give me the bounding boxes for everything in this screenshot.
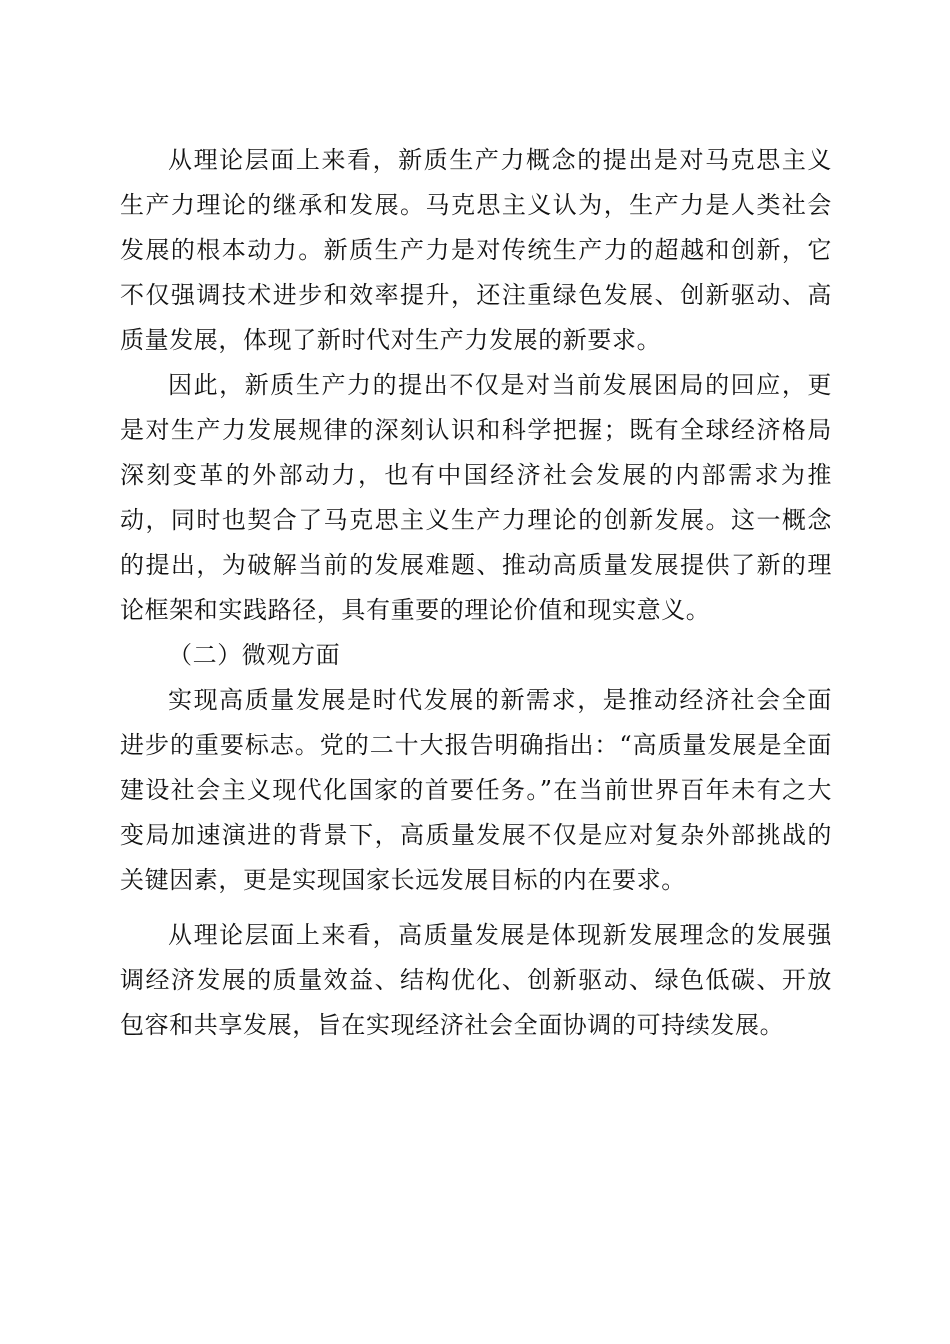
paragraph-theory-high-quality: 从理论层面上来看，高质量发展是体现新发展理念的发展强调经济发展的质量效益、结构优化、创新驱动、绿色低碳、开放包容和共享发展，旨在实现经济社会全面协调的可持续发展。: [120, 921, 832, 1039]
paragraph-therefore: 因此，新质生产力的提出不仅是对当前发展困局的回应，更是对生产力发展规律的深刻认识和科学把握；既有全球经济格局深刻变革的外部动力，也有中国经济社会发展的内部需求为推动，同时也契合了马克思主义生产力理论的创新发展。这一概念的提出，为破解当前的发展难题、推动高质量发展提供了新的理论框架和实践路径，具有重要的理论价值和现实意义。: [120, 371, 832, 624]
section-heading-micro: （二）微观方面: [168, 641, 341, 669]
paragraph-high-quality-development: 实现高质量发展是时代发展的新需求，是推动经济社会全面进步的重要标志。党的二十大报告明确指出：“高质量发展是全面建设社会主义现代化国家的首要任务。”在当前世界百年未有之大变局加速演进的背景下，高质量发展不仅是应对复杂外部挑战的关键因素，更是实现国家长远发展目标的内在要求。: [120, 686, 832, 894]
paragraph-theory-new-productivity: 从理论层面上来看，新质生产力概念的提出是对马克思主义生产力理论的继承和发展。马克思主义认为，生产力是人类社会发展的根本动力。新质生产力是对传统生产力的超越和创新，它不仅强调技术进步和效率提升，还注重绿色发展、创新驱动、高质量发展，体现了新时代对生产力发展的新要求。: [120, 146, 832, 354]
document-body: [120, 138, 832, 1048]
